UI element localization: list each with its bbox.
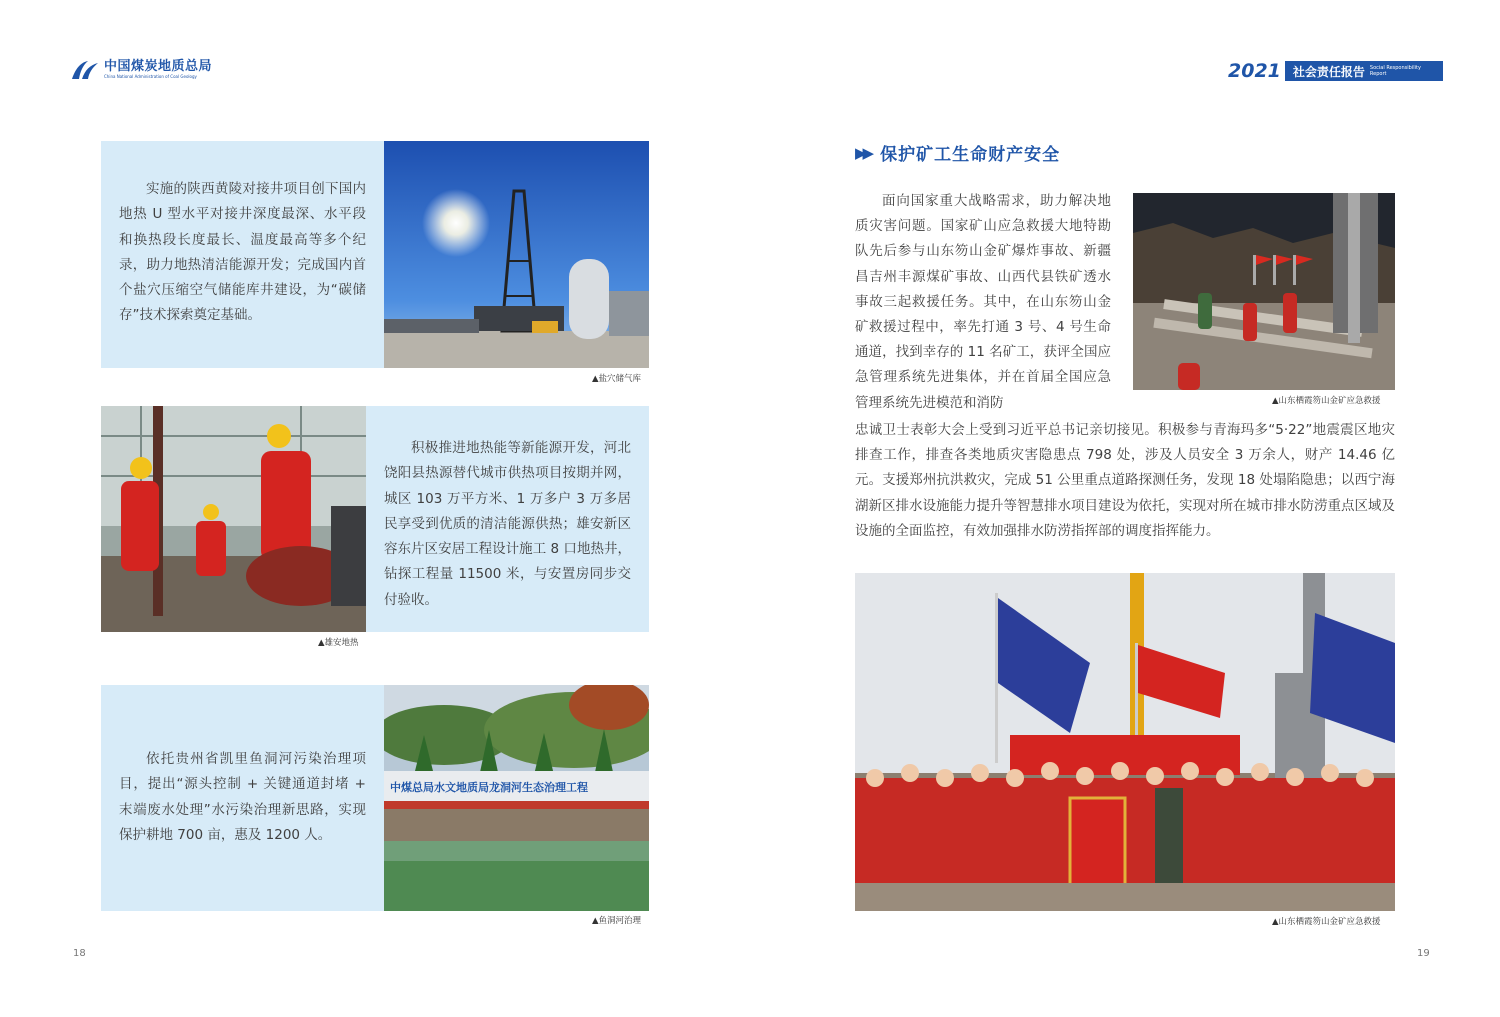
river-banner-text: 中煤总局水文地质局龙洞河生态治理工程 [390,781,588,794]
logo-mark-icon [70,59,100,81]
logo-name-en: China National Administration of Coal Geology [104,74,197,79]
photo-yudong-river [384,685,649,911]
body-paragraph-2: 忠诚卫士表彰大会上受到习近平总书记亲切接见。积极参与青海玛多“5·22”地震震区地灾排查工作，排查各类地质灾害隐患点 798 处，涉及人员安全 3 万余人，财产 14.46 亿元。支援郑州抗洪救灾，完成 51 公里重点道路探测任务，发现 18 处塌陷隐患；以西宁海湖新区排水设施能力提升等智慧排水项目建设为依托，实现对所在城市排水防涝重点区域及设施的全面监控，有效加强排水防涝指挥部的调度指挥能力。 [855,422,1395,539]
caption-rescue-bottom: ▲山东栖霞笏山金矿应急救援 [1272,917,1381,927]
report-header-tag [1228,61,1443,81]
body-text-wide [855,418,1395,544]
text-panel-1 [101,141,384,368]
report-title-box [1285,61,1443,81]
panel-3-text: 依托贵州省凯里鱼洞河污染治理项目，提出“源头控制 + 关键通道封堵 + 末端废水处理”水污染治理新思路，实现保护耕地 700 亩，惠及 1200 人。 [119,751,366,843]
caption-xiongan: ▲雄安地热 [318,638,359,648]
panel-2-text: 积极推进地热能等新能源开发，河北饶阳县热源替代城市供热项目按期并网，城区 103 万平方米、1 万多户 3 万多居民享受到优质的清洁能源供热；雄安新区容东片区安居工程设计施工 8 口地热井，钻探工程量 11500 米，与安置房同步交付验收。 [384,440,631,608]
caption-yudong-river: ▲鱼洞河治理 [592,916,642,926]
panel-1-text: 实施的陕西黄陵对接井项目创下国内地热 U 型水平对接井深度最深、水平段和换热段长度最长、温度最高等多个纪录，助力地热清洁能源开发；完成国内首个盐穴压缩空气储能库井建设，为“碳储存”技术探索奠定基础。 [119,181,366,324]
caption-salt-cavern: ▲盐穴储气库 [592,374,642,384]
double-arrow-icon: ▶▶ [855,143,871,162]
caption-rescue-top: ▲山东栖霞笏山金矿应急救援 [1272,396,1381,406]
photo-rescue-drilling-night [1133,193,1395,390]
photo-rescue-team-group [855,573,1395,911]
body-text-narrow [855,189,1111,416]
text-panel-3 [101,685,384,911]
section-title: 保护矿工生命财产安全 [880,145,1061,165]
report-year: 2021 [1228,60,1281,82]
logo-name-cn: 中国煤炭地质总局 [104,59,213,74]
page-number-right: 19 [1417,948,1430,959]
company-logo [70,58,220,82]
page-number-left: 18 [73,948,86,959]
photo-xiongan-geothermal [101,406,366,632]
report-title-en: Social Responsibility Report [1369,65,1421,77]
photo-salt-cavern-gas-storage [384,141,649,368]
body-paragraph-1: 面向国家重大战略需求，助力解决地质灾害问题。国家矿山应急救援大地特勘队先后参与山东笏山金矿爆炸事故、新疆昌吉州丰源煤矿事故、山西代县铁矿透水事故三起救援任务。其中，在山东笏山金矿救援过程中，率先打通 3 号、4 号生命通道，找到幸存的 11 名矿工，获评全国应急管理系统先进集体，并在首届全国应急管理系统先进模范和消防 [855,193,1111,411]
text-panel-2 [366,406,649,632]
report-title: 社会责任报告 [1292,64,1365,79]
section-heading [855,140,1060,165]
